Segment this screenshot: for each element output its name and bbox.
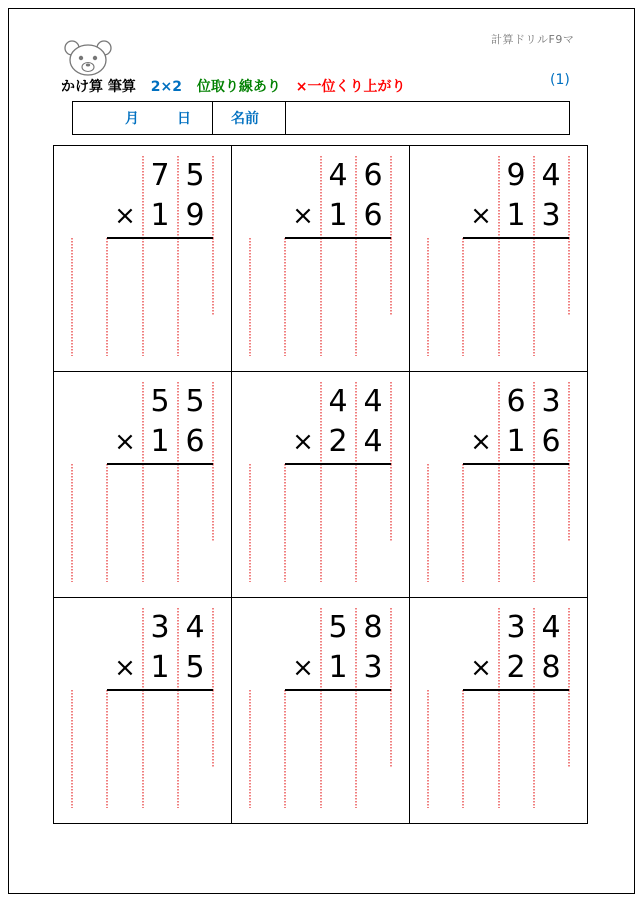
multiplicand-ones: 5: [185, 158, 205, 193]
day-label: 日: [177, 111, 191, 127]
multiplicand-ones: 3: [541, 384, 561, 419]
multiplicand-tens: 9: [506, 158, 526, 193]
times-sign: ×: [292, 427, 314, 457]
times-sign: ×: [114, 427, 136, 457]
multiplier-ones: 4: [363, 424, 383, 459]
problem-cell: [54, 146, 232, 372]
times-sign: ×: [114, 653, 136, 683]
title-digits: 2×2: [150, 79, 182, 95]
multiplicand-tens: 5: [150, 384, 170, 419]
problem-cell: [54, 372, 232, 598]
title-carry-note: ×一位くり上がり: [295, 79, 406, 95]
worksheet-title: [61, 76, 415, 96]
title-operation: かけ算 筆算: [61, 79, 136, 95]
problem-cell: [410, 146, 588, 372]
title-place-lines: 位取り線あり: [196, 79, 281, 95]
month-label: 月: [125, 111, 139, 127]
name-label: 名前: [213, 102, 286, 134]
problem-cell: [232, 598, 410, 824]
multiplier-ones: 5: [185, 650, 205, 685]
multiplier-tens: 2: [328, 424, 348, 459]
sheet-number: (1): [550, 72, 570, 88]
multiplicand-ones: 4: [541, 610, 561, 645]
multiplier-ones: 9: [185, 198, 205, 233]
problem-cell: [232, 372, 410, 598]
multiplicand-tens: 7: [150, 158, 170, 193]
multiplicand-ones: 4: [541, 158, 561, 193]
times-sign: ×: [470, 653, 492, 683]
multiplicand-ones: 5: [185, 384, 205, 419]
multiplicand-tens: 5: [328, 610, 348, 645]
date-field[interactable]: [73, 102, 213, 134]
multiplier-tens: 1: [328, 650, 348, 685]
brand-label: 計算ドリルF9マ: [491, 33, 575, 46]
multiplier-tens: 1: [150, 198, 170, 233]
problem-cell: [232, 146, 410, 372]
problem-cell: [410, 598, 588, 824]
multiplier-tens: 1: [150, 650, 170, 685]
times-sign: ×: [470, 427, 492, 457]
multiplier-ones: 3: [363, 650, 383, 685]
multiplier-ones: 3: [541, 198, 561, 233]
multiplier-tens: 2: [506, 650, 526, 685]
bear-face-icon: [63, 38, 113, 78]
multiplicand-tens: 6: [506, 384, 526, 419]
multiplicand-tens: 3: [506, 610, 526, 645]
multiplicand-tens: 4: [328, 384, 348, 419]
multiplier-ones: 6: [363, 198, 383, 233]
multiplier-ones: 6: [541, 424, 561, 459]
times-sign: ×: [292, 201, 314, 231]
problem-cell: [410, 372, 588, 598]
multiplier-tens: 1: [150, 424, 170, 459]
multiplier-tens: 1: [506, 198, 526, 233]
multiplier-ones: 8: [541, 650, 561, 685]
multiplicand-ones: 8: [363, 610, 383, 645]
times-sign: ×: [292, 653, 314, 683]
multiplier-tens: 1: [506, 424, 526, 459]
problem-grid: [53, 145, 588, 824]
multiplier-ones: 6: [185, 424, 205, 459]
multiplicand-tens: 3: [150, 610, 170, 645]
problem-cell: [54, 598, 232, 824]
multiplicand-ones: 4: [185, 610, 205, 645]
name-date-box: [72, 101, 570, 135]
multiplicand-tens: 4: [328, 158, 348, 193]
multiplicand-ones: 4: [363, 384, 383, 419]
multiplier-tens: 1: [328, 198, 348, 233]
times-sign: ×: [470, 201, 492, 231]
multiplicand-ones: 6: [363, 158, 383, 193]
times-sign: ×: [114, 201, 136, 231]
name-field[interactable]: [286, 102, 569, 134]
